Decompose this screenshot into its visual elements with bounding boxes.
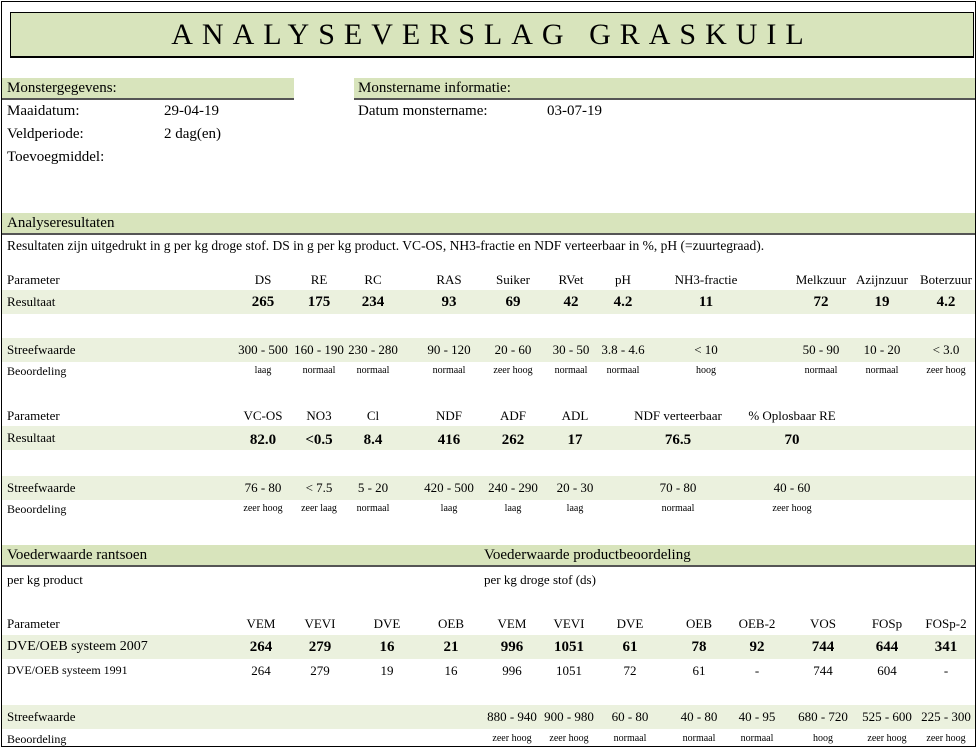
streefwaarde-value: 40 - 95 bbox=[738, 709, 776, 724]
parameter-header: Boterzuur bbox=[920, 272, 972, 287]
parameter-header: RAS bbox=[436, 272, 462, 287]
beoordeling-value: normaal bbox=[682, 733, 716, 744]
result-value: 17 bbox=[567, 432, 583, 448]
streefwaarde-value: 160 - 190 bbox=[294, 342, 344, 357]
analyse-note: Resultaten zijn uitgedrukt in g per kg droge stof. DS in g per kg product. VC-OS, NH3-fractie en NDF verteerbaar in %, pH (=zuurtegraad). bbox=[7, 238, 765, 253]
v-beoordeling-label: Beoordeling bbox=[7, 732, 67, 746]
beoordeling-value: normaal bbox=[613, 733, 647, 744]
streefwaarde-value: < 10 bbox=[694, 342, 718, 357]
report-frame bbox=[1, 1, 976, 747]
beoordeling-value: normaal bbox=[740, 733, 774, 744]
parameter-header: OEB-2 bbox=[738, 616, 776, 631]
report-title-bar bbox=[10, 12, 974, 58]
result-value: 4.2 bbox=[936, 294, 956, 310]
v-streefwaarde-label: Streefwaarde bbox=[7, 709, 76, 724]
dve2007-value: 264 bbox=[249, 639, 273, 655]
dve1991-value: 1051 bbox=[556, 663, 582, 678]
streefwaarde-value: 240 - 290 bbox=[488, 480, 538, 495]
monstername-header-rule bbox=[354, 98, 976, 100]
beoordeling-value: laag bbox=[440, 503, 458, 514]
parameter-header: DVE bbox=[616, 616, 644, 631]
parameter-header: RE bbox=[310, 272, 328, 287]
result-value: <0.5 bbox=[305, 432, 333, 448]
parameter-header: VEVI bbox=[553, 616, 585, 631]
streefwaarde-value: 900 - 980 bbox=[544, 709, 594, 724]
dve1991-value: - bbox=[943, 663, 949, 678]
analyse-header-rule bbox=[2, 233, 976, 235]
voeder-header-rule bbox=[2, 565, 976, 567]
beoordeling-value: zeer hoog bbox=[926, 365, 966, 376]
parameter-header: OEB bbox=[438, 616, 464, 631]
streefwaarde-value: 300 - 500 bbox=[238, 342, 288, 357]
dve1991-value: 996 bbox=[502, 663, 522, 678]
report-title: ANALYSEVERSLAG GRASKUIL bbox=[171, 17, 813, 51]
streefwaarde-value: 680 - 720 bbox=[798, 709, 848, 724]
dve2007-value: 744 bbox=[811, 639, 835, 655]
beoordeling-value: zeer hoog bbox=[492, 733, 532, 744]
b2-resultaat-label: Resultaat bbox=[7, 430, 56, 445]
v-row2007-label: DVE/OEB systeem 2007 bbox=[7, 639, 148, 654]
rantsoen-unit: per kg product bbox=[7, 572, 83, 587]
b1-resultaat-label: Resultaat bbox=[7, 294, 56, 309]
parameter-header: Melkzuur bbox=[795, 272, 847, 287]
beoordeling-value: zeer hoog bbox=[926, 733, 966, 744]
result-value: 70 bbox=[784, 432, 800, 448]
beoordeling-value: zeer hoog bbox=[772, 503, 812, 514]
dve1991-value: 744 bbox=[813, 663, 833, 678]
parameter-header: VEM bbox=[246, 616, 276, 631]
beoordeling-value: laag bbox=[504, 503, 522, 514]
parameter-header: NH3-fractie bbox=[674, 272, 738, 287]
dve1991-value: 264 bbox=[251, 663, 271, 678]
parameter-header: VEVI bbox=[304, 616, 336, 631]
streefwaarde-value: 76 - 80 bbox=[244, 480, 282, 495]
b2-parameter-label: Parameter bbox=[7, 408, 60, 423]
parameter-header: Azijnzuur bbox=[856, 272, 908, 287]
parameter-header: DVE bbox=[373, 616, 401, 631]
streefwaarde-value: 20 - 30 bbox=[556, 480, 594, 495]
parameter-header: VC-OS bbox=[243, 408, 283, 423]
b2-beoordeling-label: Beoordeling bbox=[7, 502, 67, 516]
streefwaarde-value: 420 - 500 bbox=[424, 480, 474, 495]
result-value: 93 bbox=[441, 294, 457, 310]
result-value: 69 bbox=[505, 294, 521, 310]
beoordeling-value: normaal bbox=[356, 365, 390, 376]
result-value: 262 bbox=[501, 432, 525, 448]
v-row1991-label: DVE/OEB systeem 1991 bbox=[7, 663, 128, 677]
parameter-header: Suiker bbox=[496, 272, 530, 287]
streefwaarde-value: 40 - 80 bbox=[680, 709, 718, 724]
b1-streefwaarde-label: Streefwaarde bbox=[7, 342, 76, 357]
dve2007-value: 644 bbox=[875, 639, 899, 655]
result-value: 416 bbox=[437, 432, 461, 448]
v-parameter-label: Parameter bbox=[7, 616, 60, 631]
beoordeling-value: zeer hoog bbox=[549, 733, 589, 744]
parameter-header: VEM bbox=[497, 616, 527, 631]
rantsoen-header: Voederwaarde rantsoen bbox=[7, 547, 148, 563]
streefwaarde-value: 880 - 940 bbox=[487, 709, 537, 724]
beoordeling-value: normaal bbox=[432, 365, 466, 376]
beoordeling-value: normaal bbox=[865, 365, 899, 376]
streefwaarde-value: 30 - 50 bbox=[552, 342, 590, 357]
dve1991-value: 72 bbox=[623, 663, 637, 678]
maaidatum-label: Maaidatum: bbox=[7, 103, 80, 119]
toevoegmiddel-label: Toevoegmiddel: bbox=[7, 149, 105, 165]
result-value: 82.0 bbox=[249, 432, 277, 448]
parameter-header: RVet bbox=[558, 272, 584, 287]
beoordeling-value: normaal bbox=[554, 365, 588, 376]
result-value: 8.4 bbox=[363, 432, 383, 448]
monstername-header: Monstername informatie: bbox=[358, 80, 511, 96]
dve2007-value: 21 bbox=[443, 639, 459, 655]
parameter-header: NO3 bbox=[306, 408, 332, 423]
parameter-header: DS bbox=[254, 272, 272, 287]
beoordeling-value: laag bbox=[254, 365, 272, 376]
streefwaarde-value: < 3.0 bbox=[932, 342, 960, 357]
b2-streefwaarde-label: Streefwaarde bbox=[7, 480, 76, 495]
beoordeling-value: normaal bbox=[606, 365, 640, 376]
b1-parameter-label: Parameter bbox=[7, 272, 60, 287]
dve1991-value: 19 bbox=[380, 663, 394, 678]
beoordeling-value: laag bbox=[566, 503, 584, 514]
beoordeling-value: normaal bbox=[302, 365, 336, 376]
veldperiode-label: Veldperiode: bbox=[7, 126, 84, 142]
dve2007-value: 92 bbox=[749, 639, 765, 655]
beoordeling-value: normaal bbox=[661, 503, 695, 514]
streefwaarde-value: 40 - 60 bbox=[773, 480, 811, 495]
beoordeling-value: zeer laag bbox=[301, 503, 337, 514]
dve1991-value: 604 bbox=[877, 663, 897, 678]
result-value: 11 bbox=[698, 294, 714, 310]
result-value: 19 bbox=[874, 294, 890, 310]
parameter-header: pH bbox=[615, 272, 631, 287]
streefwaarde-value: 525 - 600 bbox=[862, 709, 912, 724]
monster-header-rule bbox=[2, 98, 294, 100]
parameter-header: RC bbox=[364, 272, 382, 287]
streefwaarde-value: 225 - 300 bbox=[921, 709, 971, 724]
beoordeling-value: normaal bbox=[804, 365, 838, 376]
dve1991-value: 279 bbox=[310, 663, 330, 678]
dve2007-value: 61 bbox=[622, 639, 638, 655]
dve1991-value: 61 bbox=[692, 663, 706, 678]
monster-header: Monstergegevens: bbox=[7, 80, 117, 96]
productbeoordeling-header: Voederwaarde productbeoordeling bbox=[484, 547, 691, 563]
beoordeling-value: normaal bbox=[356, 503, 390, 514]
maaidatum-value: 29-04-19 bbox=[164, 103, 219, 119]
analyse-header-band bbox=[2, 213, 976, 233]
streefwaarde-value: 10 - 20 bbox=[863, 342, 901, 357]
streefwaarde-value: 70 - 80 bbox=[659, 480, 697, 495]
veldperiode-value: 2 dag(en) bbox=[164, 126, 222, 142]
parameter-header: NDF bbox=[435, 408, 462, 423]
streefwaarde-value: < 7.5 bbox=[305, 480, 333, 495]
beoordeling-value: zeer hoog bbox=[867, 733, 907, 744]
streefwaarde-value: 5 - 20 bbox=[357, 480, 389, 495]
beoordeling-value: hoog bbox=[813, 733, 833, 744]
dve2007-value: 16 bbox=[379, 639, 395, 655]
parameter-header: ADF bbox=[499, 408, 526, 423]
parameter-header: NDF verteerbaar bbox=[634, 408, 722, 423]
dve2007-value: 78 bbox=[691, 639, 707, 655]
dve2007-value: 1051 bbox=[554, 639, 584, 655]
streefwaarde-value: 60 - 80 bbox=[611, 709, 649, 724]
streefwaarde-value: 3.8 - 4.6 bbox=[601, 342, 645, 357]
result-value: 265 bbox=[251, 294, 275, 310]
product-unit: per kg droge stof (ds) bbox=[484, 572, 596, 587]
parameter-header: Cl bbox=[366, 408, 380, 423]
datum-monstername-label: Datum monstername: bbox=[358, 103, 488, 119]
dve2007-value: 341 bbox=[934, 639, 958, 655]
beoordeling-value: zeer hoog bbox=[243, 503, 283, 514]
parameter-header: ADL bbox=[561, 408, 589, 423]
parameter-header: FOSp bbox=[871, 616, 903, 631]
parameter-header: FOSp-2 bbox=[925, 616, 967, 631]
beoordeling-value: zeer hoog bbox=[493, 365, 533, 376]
beoordeling-value: hoog bbox=[696, 365, 716, 376]
analyse-header: Analyseresultaten bbox=[7, 215, 115, 231]
result-value: 4.2 bbox=[613, 294, 633, 310]
parameter-header: % Oplosbaar RE bbox=[748, 408, 836, 423]
dve1991-value: - bbox=[754, 663, 760, 678]
streefwaarde-value: 20 - 60 bbox=[494, 342, 532, 357]
parameter-header: OEB bbox=[686, 616, 712, 631]
datum-monstername-value: 03-07-19 bbox=[547, 103, 602, 119]
result-value: 76.5 bbox=[664, 432, 692, 448]
b1-beoordeling-label: Beoordeling bbox=[7, 364, 67, 378]
parameter-header: VOS bbox=[809, 616, 836, 631]
result-value: 234 bbox=[361, 294, 385, 310]
dve2007-value: 996 bbox=[500, 639, 524, 655]
result-value: 175 bbox=[307, 294, 331, 310]
streefwaarde-value: 90 - 120 bbox=[427, 342, 471, 357]
streefwaarde-value: 230 - 280 bbox=[348, 342, 398, 357]
result-value: 72 bbox=[813, 294, 829, 310]
dve2007-value: 279 bbox=[308, 639, 332, 655]
result-value: 42 bbox=[563, 294, 579, 310]
streefwaarde-value: 50 - 90 bbox=[802, 342, 840, 357]
dve1991-value: 16 bbox=[444, 663, 458, 678]
